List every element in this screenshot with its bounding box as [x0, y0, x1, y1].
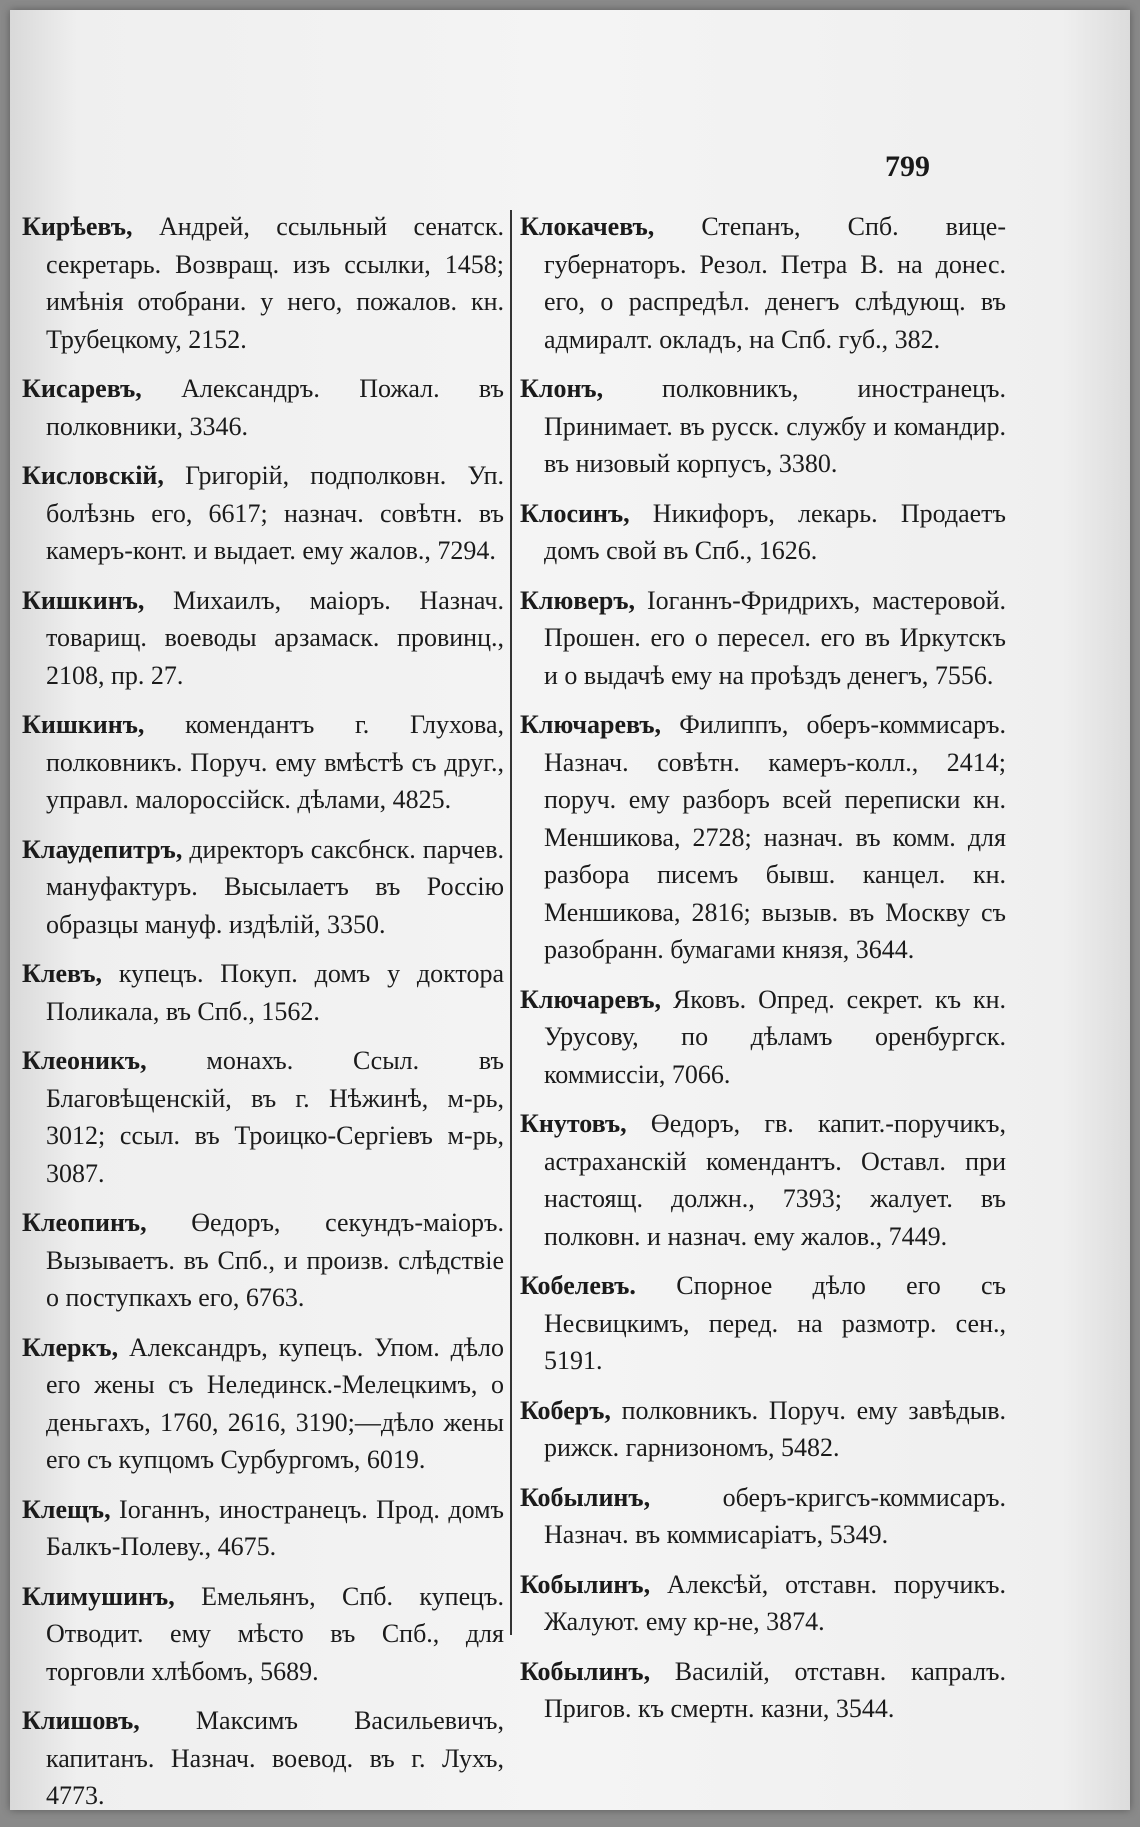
entry-text: Никифоръ, лекарь. Продаетъ домъ свой въ Спб., 1626.: [544, 498, 1006, 565]
entry-surname: Ключаревъ,: [520, 984, 662, 1014]
index-entry: [520, 1566, 1006, 1641]
index-entry: [520, 495, 1006, 570]
entry-text: Алексѣй, отставн. поручикъ. Жалуют. ему кр-не, 3874.: [544, 1569, 1006, 1636]
index-entry: [22, 1042, 504, 1192]
entry-surname: Климушинъ,: [22, 1581, 175, 1611]
right-column: [520, 208, 1006, 1740]
index-entry: [22, 208, 504, 358]
entry-text: Яковъ. Опред. секрет. къ кн. Урусову, по дѣламъ оренбургск. коммиссіи, 7066.: [544, 984, 1006, 1089]
entry-text: монахъ. Ссыл. въ Благовѣщенскій, въ г. Нѣжинѣ, м-рь, 3012; ссыл. въ Троицко-Сергіевъ м-рь, 3087.: [46, 1046, 504, 1188]
entry-surname: Клокачевъ,: [520, 212, 655, 241]
entry-surname: Кобелевъ.: [520, 1271, 636, 1300]
index-entry: [22, 1491, 504, 1566]
index-entry: [22, 706, 504, 819]
entry-text: Василій, отставн. капралъ. Пригов. къ смертн. казни, 3544.: [544, 1656, 1006, 1723]
entry-text: Степанъ, Спб. вице-губернаторъ. Резол. Петра В. на донес. его, о распредѣл. денегъ слѣдующ. въ адмиралт. окладъ, на Спб. губ., 382.: [544, 212, 1006, 354]
entry-surname: Кишкинъ,: [22, 585, 145, 615]
entry-text: купецъ. Покуп. домъ у доктора Поликала, въ Спб., 1562.: [46, 959, 504, 1026]
index-entry: [22, 955, 504, 1030]
entry-surname: Кобылинъ,: [520, 1482, 651, 1512]
column-divider: [510, 210, 512, 1635]
entry-text: Іоганнъ-Фридрихъ, мастеровой. Прошен. его о пересел. его въ Иркутскъ и о выдачѣ ему на проѣздъ денегъ, 7556.: [544, 585, 1006, 690]
entry-text: оберъ-кригсъ-коммисаръ. Назнач. въ коммисаріатъ, 5349.: [544, 1482, 1006, 1549]
entry-surname: Клевъ,: [22, 959, 103, 988]
entry-surname: Кирѣевъ,: [22, 212, 133, 241]
entry-surname: Коберъ,: [520, 1395, 611, 1425]
index-entry: [520, 208, 1006, 358]
index-entry: [520, 981, 1006, 1094]
entry-text: Григорій, подполковн. Уп. болѣзнь его, 6617; назнач. совѣтн. въ камеръ-конт. и выдает. ему жалов., 7294.: [46, 461, 504, 565]
index-entry: [520, 1653, 1006, 1728]
entry-surname: Клещъ,: [22, 1494, 111, 1524]
entry-text: Өедоръ, гв. капит.-поручикъ, астраханскій комендантъ. Оставл. при настоящ. должн., 7393; жалует. въ полковн. и назнач. ему жалов., 7449.: [544, 1109, 1006, 1251]
entry-text: Александръ, купецъ. Упом. дѣло его жены съ Нелединск.-Мелецкимъ, о деньгахъ, 1760, 2616, 3190;—дѣло жены его съ купцомъ Сурбургомъ, 6019.: [46, 1332, 504, 1474]
entry-surname: Клюверъ,: [520, 585, 636, 615]
entry-surname: Кобылинъ,: [520, 1569, 651, 1599]
index-entry: [22, 1702, 504, 1815]
entry-surname: Клонъ,: [520, 374, 604, 403]
index-entry: [22, 831, 504, 944]
index-entry: [520, 1267, 1006, 1380]
index-entry: [520, 1479, 1006, 1554]
entry-surname: Ключаревъ,: [520, 710, 662, 739]
index-entry: [22, 370, 504, 445]
index-entry: [22, 1204, 504, 1317]
index-entry: [520, 582, 1006, 695]
book-page: [10, 10, 1130, 1810]
index-entry: [520, 1105, 1006, 1255]
entry-surname: Клеркъ,: [22, 1332, 119, 1362]
entry-surname: Клаудепитръ,: [22, 834, 183, 864]
index-entry: [22, 582, 504, 695]
entry-surname: Кисаревъ,: [22, 374, 142, 403]
entry-text: Максимъ Васильевичъ, капитанъ. Назнач. воевод. въ г. Лухъ, 4773.: [46, 1706, 504, 1810]
page-number: 799: [885, 150, 930, 183]
entry-text: Андрей, ссыльный сенатск. секретарь. Возвращ. изъ ссылки, 1458; имѣнія отобрани. у него, пожалов. кн. Трубецкому, 2152.: [46, 212, 504, 354]
entry-surname: Клеопинъ,: [22, 1208, 147, 1237]
entry-surname: Кнутовъ,: [520, 1109, 627, 1138]
index-entry: [22, 1329, 504, 1479]
entry-text: Өедоръ, секундъ-маіоръ. Вызываетъ. въ Спб., и произв. слѣдствіе о поступкахъ его, 6763.: [46, 1208, 504, 1312]
entry-surname: Клосинъ,: [520, 498, 630, 528]
index-entry: [520, 1392, 1006, 1467]
entry-surname: Кисловскій,: [22, 461, 164, 490]
entry-text: Александръ. Пожал. въ полковники, 3346.: [46, 374, 504, 441]
entry-surname: Кишкинъ,: [22, 710, 145, 739]
entry-text: комендантъ г. Глухова, полковникъ. Поруч. ему вмѣстѣ съ друг., управл. малороссійск. дѣлами, 4825.: [46, 710, 504, 814]
index-entry: [520, 370, 1006, 483]
entry-text: Емельянъ, Спб. купецъ. Отводит. ему мѣсто въ Спб., для торговли хлѣбомъ, 5689.: [46, 1581, 504, 1686]
entry-text: Филиппъ, оберъ-коммисаръ. Назнач. совѣтн. камеръ-колл., 2414; поруч. ему разборъ всей переписки кн. Меншикова, 2728; назнач. въ комм. для разбора писемъ бывш. канцел. кн. Меншикова, 2816; вызыв. въ Москву съ разобранн. бумагами князя, 3644.: [544, 710, 1006, 964]
index-entry: [22, 457, 504, 570]
index-entry: [22, 1578, 504, 1691]
index-entry: [520, 706, 1006, 969]
entry-text: полковникъ, иностранецъ. Принимает. въ русск. службу и командир. въ низовый корпусъ, 3380.: [544, 374, 1006, 478]
entry-text: директоръ саксбнск. парчев. мануфактуръ. Высылаетъ въ Россію образцы мануф. издѣлій, 3350.: [46, 834, 504, 939]
entry-surname: Кобылинъ,: [520, 1656, 651, 1686]
entry-text: полковникъ. Поруч. ему завѣдыв. рижск. гарнизономъ, 5482.: [544, 1395, 1006, 1462]
left-column: [22, 208, 504, 1827]
entry-text: Спорное дѣло его съ Несвицкимъ, перед. на размотр. сен., 5191.: [544, 1271, 1006, 1375]
entry-surname: Клеоникъ,: [22, 1046, 147, 1075]
entry-surname: Клишовъ,: [22, 1706, 140, 1735]
entry-text: Михаилъ, маіоръ. Назнач. товарищ. воеводы арзамаск. провинц., 2108, пр. 27.: [46, 585, 504, 690]
entry-text: Іоганнъ, иностранецъ. Прод. домъ Балкъ-Полеву., 4675.: [46, 1494, 504, 1561]
